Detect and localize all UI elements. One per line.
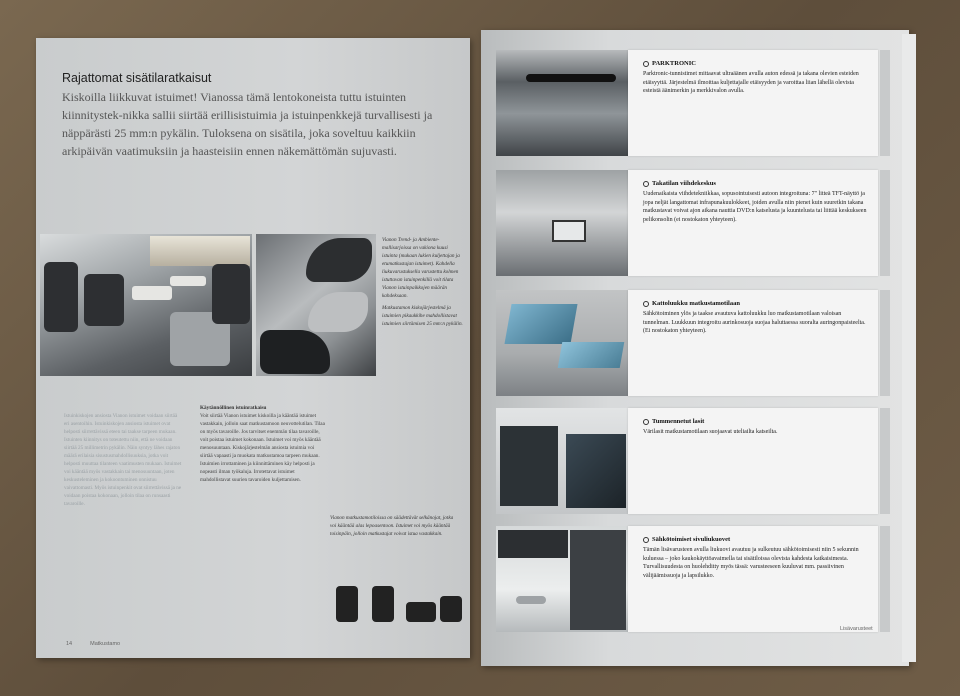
tinted-windows-photo: [496, 408, 630, 514]
body-column-2: [200, 404, 325, 484]
feature-title: Takatilan viihdekeskus: [643, 180, 716, 187]
seat-rail-photo: [256, 234, 376, 376]
feature-desc: Parktronic-tunnistimet mittaavat ultraäänen avulla auton edessä ja takana olevien esteiden etäisyyttä. Järjestelmä ilmoittaa kuljettajalle etäisyyden ja varoittaa liian lähellä olevista esteistä äänimerkin ja merkkivalon avulla.: [643, 71, 859, 94]
feature-desc: Tämän lisävarusteen avulla liukuovi avautuu ja sulkeutuu sähkötoimisesti niin 5 sekunnin kuluessa – joko kaukokäyttöavaimella tai sisätiloissa olevista kahdesta katkaisimesta. Turvallisuudesta on huolehditty myös tässä: varusteeseen kuuluvat mm. passiivinen välijäämissuoja ja lapsilukko.: [643, 547, 859, 579]
feature-desc: Sähkötoiminen ylös ja taakse avautuva kattoluukku luo matkustamotilaan valoisan tunnelman. Luukkuun integroitu aurinkosuoja suojaa haluttaessa suoralta auringonpaisteelta. (Ei nostokaton yhteyteen).: [643, 311, 866, 334]
seat-configuration-illustration: [332, 582, 462, 622]
caption-1: Vianon Trend- ja Ambiente-mallisarjoissa on vakiona kuusi istuinta (mukaan lukien kuljettajan ja etumatkustajan istuimet). Kahdella liukuvarustuksella varustettu kolmen istuttavan istuinpenkillä voit tilata Vianon istuinpaikkojen määrän kahdeksaan.: [382, 237, 460, 299]
seat-note: Vianon matkustamotiloissa on säädettävät selkänojat, jotka voi kääntää alas lepoasentoon. Istuimet voi myös kääntää toisinpäin, jolloin matkustajat voivat istua vastakkain.: [330, 515, 454, 537]
feature-box-sunroof: [628, 290, 878, 396]
feature-title: PARKTRONIC: [643, 60, 696, 67]
feature-box-sliding-doors: [628, 526, 878, 632]
rear-entertainment-photo: [496, 170, 630, 276]
feature-title: Tummennetut lasit: [643, 418, 704, 425]
feature-title: Kattoluukku matkustamotilaan: [643, 300, 740, 307]
photo-captions: [382, 236, 464, 332]
feature-box-tinted-windows: [628, 408, 878, 514]
body-column-2-text: Voit siirtää Vianon istuimet kiskoilla ja kääntää istuimet vastakkain, jolloin saat matkustamoon neuvottelutilan. Tilaa on myös tavaroille. Jos tarvitset enemmän tilaa tavaroille, voit poistaa istuimet kokonaan. Istuimet voi myös kääntää menosuuntaan. Kiskojärjestelmän ansiosta istuimia voi siirtää vapaasti ja muokata matkustamoa tarpeen mukaan. Istuimien irrottaminen ja kiinnittäminen käy helposti ja nopeasti ilman työkaluja. Irrotettavat istuimet mahdollistavat suurien tavaroiden kuljettamisen.: [200, 413, 325, 483]
feature-title: Sähkötoimiset sivuliukuovet: [643, 536, 730, 543]
footer-section: Matkustamo: [90, 641, 121, 647]
sliding-door-photo: [496, 526, 630, 632]
page-edge: [902, 34, 916, 662]
interior-seats-photo: [40, 234, 252, 376]
feature-desc: Värilasit matkustamotilaan suojaavat uteliailta katseilta.: [643, 429, 778, 435]
sunroof-photo: [496, 290, 630, 396]
page-number: 14: [66, 641, 73, 647]
intro-paragraph: Kiskoilla liikkuvat istuimet! Vianossa tämä lentokoneista tuttu istuinten kiinnitystek-nikka sallii siirtää erillisistuimia ja istuinpenkkejä turvallisesti ja näppärästi 25 mm:n pykälin. Tuloksena on sisätila, joka soveltuu kaikkiin arkipäivän vaatimuksiin ja haasteisiin ennen näkemättömän sujuvasti.: [62, 90, 433, 158]
caption-2: Matkustamon kiskojärjestelmä ja istuimien pikaukkihe mahdollistavat istuimien siirtämisen 25 mm:n pykälin.: [382, 305, 463, 327]
right-footer: Lisävarusteet: [840, 626, 873, 632]
parktronic-photo: [496, 50, 630, 156]
body-column-2-heading: Käytännöllinen istuinratkaisu: [200, 405, 267, 411]
left-footer: [66, 641, 138, 647]
body-column-1: Istuinkiskojen ansiosta Vianon istuimet voidaan siirtää eri asentoihin. Istuinkiskojen ansiosta istuimet ovat helposti siirrettävissä eteen tai taakse tarpeen mukaan. Istuinten kiinnitys on toteutettu niin, että ne voidaan siirtää 25 millimetrin pykälin. Näin syntyy lähes rajaton määrä erilaisia sisustusmahdollisuuksia, jotka voit helposti muuttaa tilanteen vaatimusten mukaan. Istuimet voi kääntää myös vastakkain tai menosuuntaan, joten keskusteleminen ja kokoontuminen onnistuu vaivattomasti. Myös istuinpenkit ovat siirrettävissä ja ne voidaan poistaa kokonaan, jolloin tilaa on runsaasti tavaroille.: [64, 413, 182, 507]
feature-box-parktronic: [628, 50, 878, 156]
feature-desc: Uudenaikaista viihdetekniikkaa, sopusointuisesti autoon integroituna: 7" litteä TFT-näyttö ja jopa neljät langattomat infrapunakuulokkeet, joiden avulla niin pienet kuin suuretkin takana matkustavat voivat ajon aikana nauttia DVD:n katselusta ja kuuntelusta tai liittää keskukseen pelikonsolin (ei nostokaton yhteyteen).: [643, 191, 867, 223]
feature-box-entertainment: [628, 170, 878, 276]
section-heading: Rajattomat sisätilaratkaisut: [62, 71, 212, 85]
